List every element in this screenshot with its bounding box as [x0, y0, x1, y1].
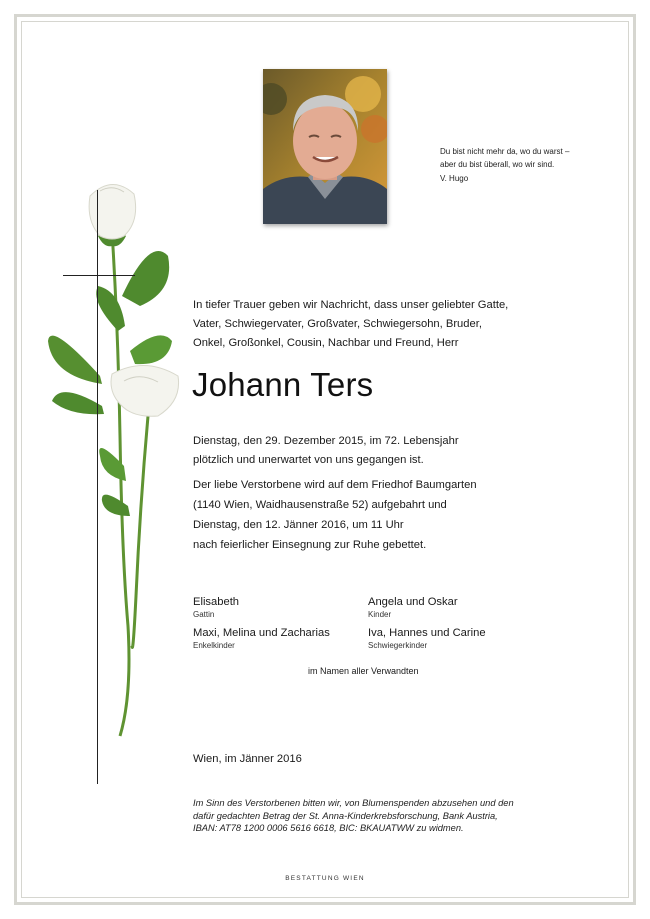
donation-line: dafür gedachten Betrag der St. Anna-Kinderkrebsforschung, Bank Austria,	[193, 810, 498, 821]
funeral-line: Dienstag, den 12. Jänner 2016, um 11 Uhr	[193, 519, 404, 531]
death-line: Dienstag, den 29. Dezember 2015, im 72. Lebensjahr	[193, 435, 459, 447]
funeral-line: Der liebe Verstorbene wird auf dem Friedhof Baumgarten	[193, 479, 477, 491]
funeral-line: nach feierlicher Einsegnung zur Ruhe gebettet.	[193, 539, 427, 551]
donation-line: Im Sinn des Verstorbenen bitten wir, von Blumenspenden abzusehen und den	[193, 798, 514, 808]
place-date: Wien, im Jänner 2016	[193, 753, 302, 765]
on-behalf-text: im Namen aller Verwandten	[308, 666, 419, 676]
quote-block	[440, 145, 569, 185]
donation-line: IBAN: AT78 1200 0006 5616 6618, BIC: BKAUATWW zu widmen.	[193, 823, 464, 834]
mourner-name: Angela und Oskar	[368, 596, 458, 608]
mourner-entry	[193, 626, 330, 651]
mourner-role: Enkelkinder	[193, 641, 235, 650]
funeral-home-footer: BESTATTUNG WIEN	[285, 875, 365, 882]
quote-line: aber du bist überall, wo wir sind.	[440, 160, 555, 169]
mourner-entry	[368, 595, 458, 620]
funeral-details	[193, 475, 573, 555]
white-rose-image	[40, 176, 190, 796]
intro-line: Vater, Schwiegervater, Großvater, Schwiegersohn, Bruder,	[193, 318, 482, 330]
mourner-name: Iva, Hannes und Carine	[368, 627, 486, 639]
quote-line: Du bist nicht mehr da, wo du warst –	[440, 147, 570, 156]
quote-author: V. Hugo	[440, 174, 469, 183]
deceased-name: Johann Ters	[192, 366, 374, 403]
intro-line: Onkel, Großonkel, Cousin, Nachbar und Freund, Herr	[193, 337, 459, 349]
portrait-photo	[263, 69, 387, 224]
mourner-role: Gattin	[193, 610, 215, 619]
mourner-role: Kinder	[368, 610, 392, 619]
donation-note	[193, 797, 573, 835]
mourner-role: Schwiegerkinder	[368, 641, 428, 650]
announcement-intro	[193, 296, 553, 353]
cross-vertical-line	[97, 190, 98, 784]
death-line: plötzlich und unerwartet von uns gegangen ist.	[193, 454, 424, 466]
mourner-entry	[368, 626, 486, 651]
cross-horizontal-line	[63, 275, 135, 276]
mourner-name: Elisabeth	[193, 596, 240, 608]
mourner-entry	[193, 595, 239, 620]
mourner-name: Maxi, Melina und Zacharias	[193, 627, 330, 639]
funeral-line: (1140 Wien, Waidhausenstraße 52) aufgebahrt und	[193, 499, 447, 511]
intro-line: In tiefer Trauer geben wir Nachricht, dass unser geliebter Gatte,	[193, 299, 509, 311]
death-details	[193, 432, 573, 470]
